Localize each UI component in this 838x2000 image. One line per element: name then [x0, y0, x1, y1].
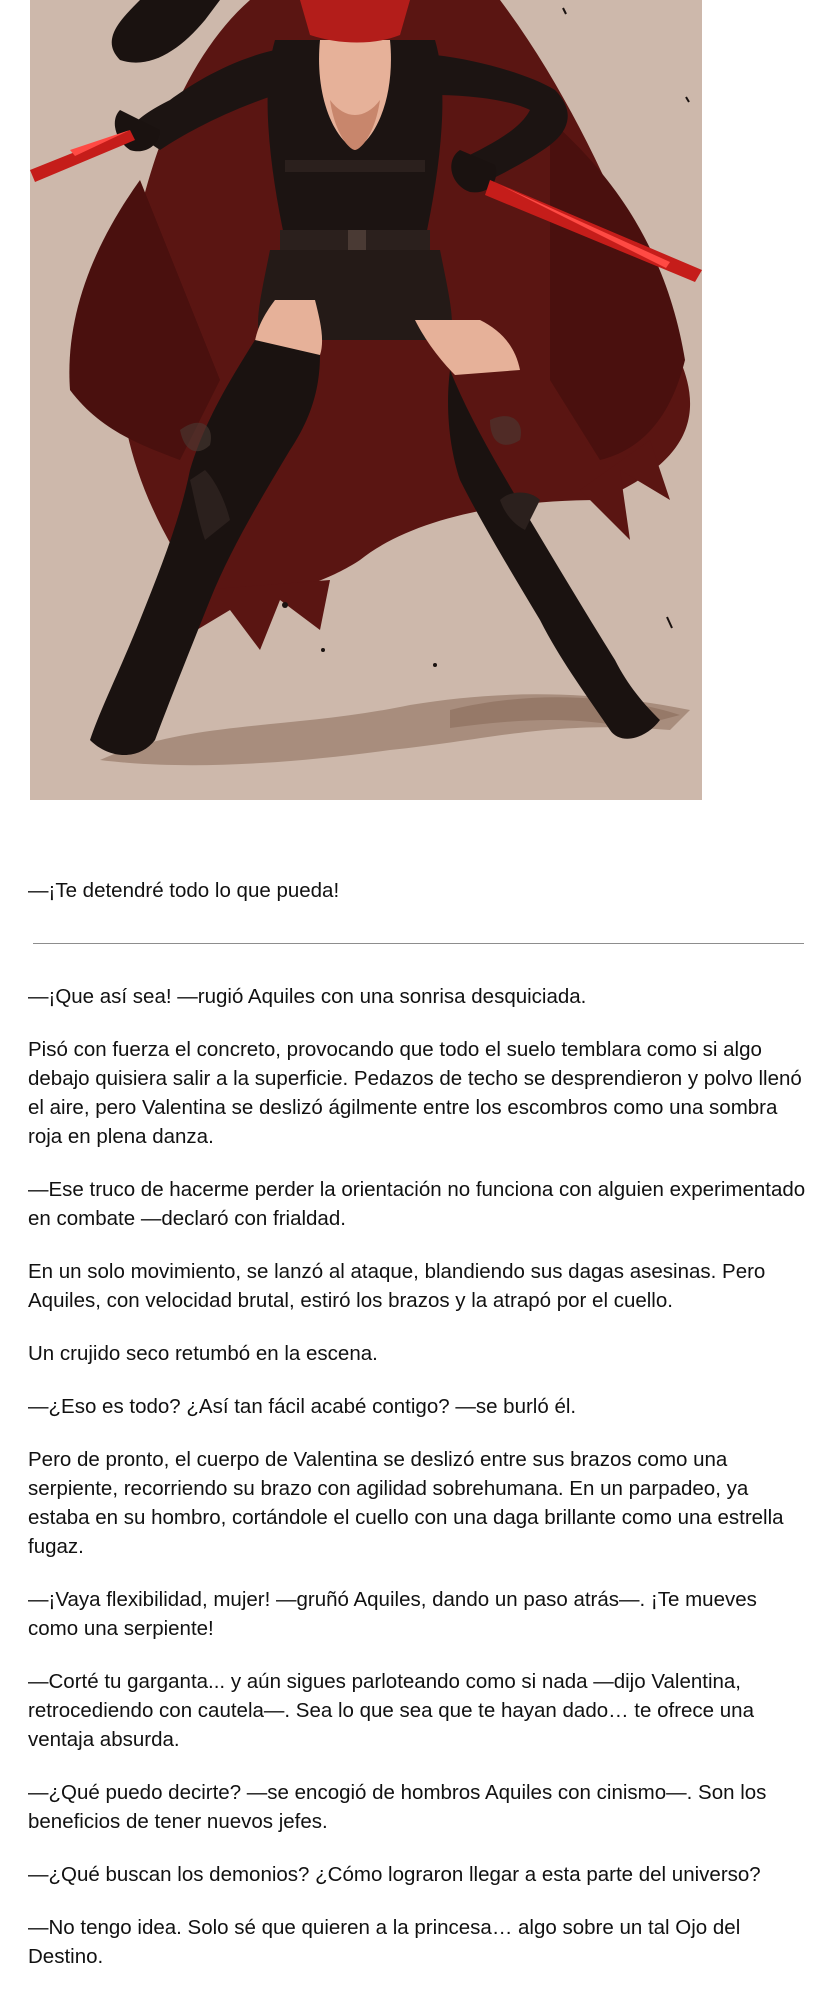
illustration-art	[30, 0, 702, 800]
section-divider	[33, 943, 804, 944]
paragraph: —Corté tu garganta... y aún sigues parloteando como si nada —dijo Valentina, retrocediendo con cautela—. Sea lo que sea que te hayan dado… te ofrece una ventaja absurda.	[28, 1670, 754, 1751]
paragraph: —¡Vaya flexibilidad, mujer! —gruñó Aquiles, dando un paso atrás—. ¡Te mueves como una serpiente!	[28, 1588, 757, 1640]
paragraph: —Ese truco de hacerme perder la orientación no funciona con alguien experimentado en combate —declaró con frialdad.	[28, 1178, 806, 1230]
story-content	[28, 876, 810, 1995]
paragraph: Pero de pronto, el cuerpo de Valentina se deslizó entre sus brazos como una serpiente, recorriendo su brazo con agilidad sobrehumana. En un parpadeo, ya estaba en su hombro, cortándole el cuello con una daga brillante como una estrella fugaz.	[28, 1448, 784, 1558]
paragraph: —¡Que así sea! —rugió Aquiles con una sonrisa desquiciada.	[28, 985, 587, 1008]
paragraph: —No tengo idea. Solo sé que quieren a la princesa… algo sobre un tal Ojo del Destino.	[28, 1916, 741, 1968]
paragraph: —¿Eso es todo? ¿Así tan fácil acabé contigo? —se burló él.	[28, 1395, 577, 1418]
paragraph: En un solo movimiento, se lanzó al ataque, blandiendo sus dagas asesinas. Pero Aquiles, con velocidad brutal, estiró los brazos y la atrapó por el cuello.	[28, 1260, 766, 1312]
paragraph: —¿Qué puedo decirte? —se encogió de hombros Aquiles con cinismo—. Son los beneficios de tener nuevos jefes.	[28, 1781, 767, 1833]
character-illustration	[30, 0, 702, 800]
paragraph: Un crujido seco retumbó en la escena.	[28, 1342, 378, 1365]
opening-line: —¡Te detendré todo lo que pueda!	[28, 879, 340, 902]
paragraph: Pisó con fuerza el concreto, provocando que todo el suelo temblara como si algo debajo quisiera salir a la superficie. Pedazos de techo se desprendieron y polvo llenó el aire, pero Valentina se deslizó ágilmente entre los escombros como una sombra roja en plena danza.	[28, 1038, 802, 1148]
paragraph: —¿Qué buscan los demonios? ¿Cómo lograron llegar a esta parte del universo?	[28, 1863, 761, 1886]
